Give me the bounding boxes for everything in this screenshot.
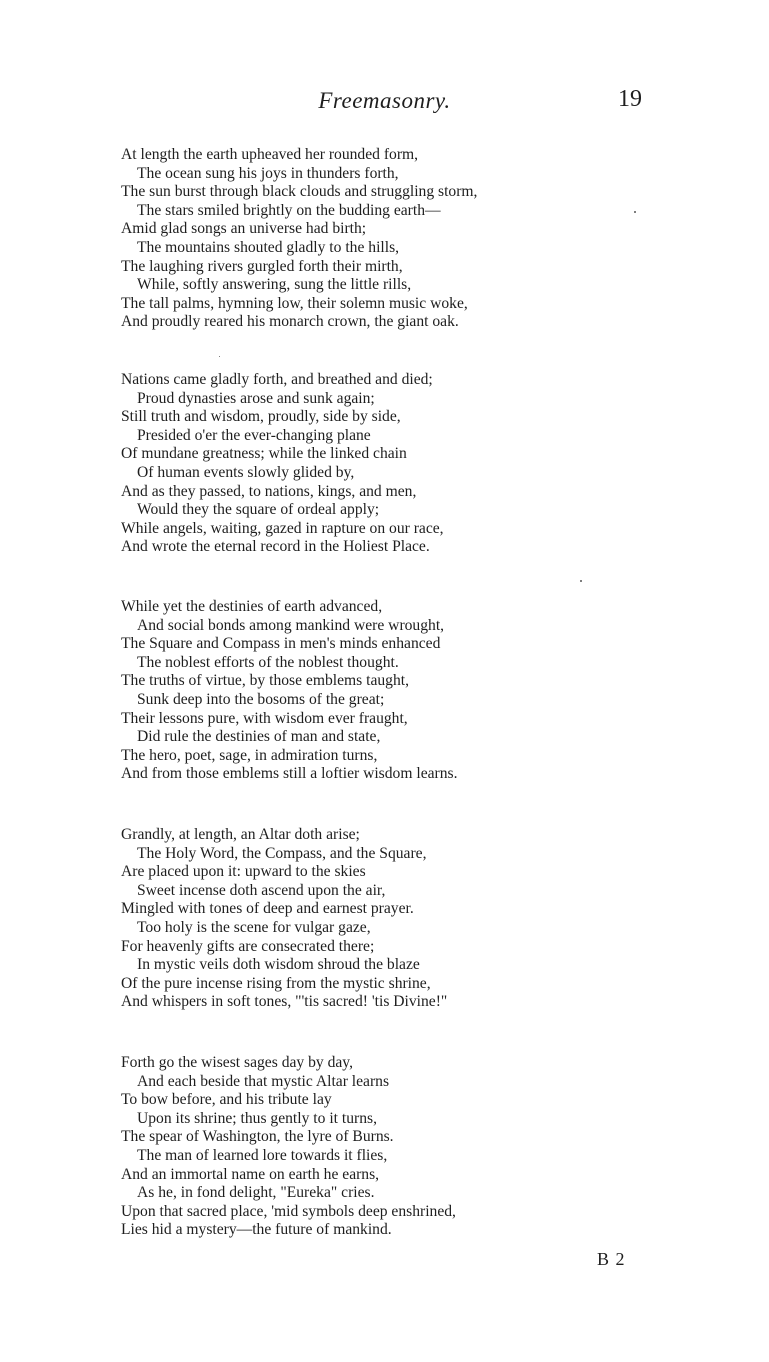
verse-line: The Square and Compass in men's minds enhanced bbox=[121, 635, 441, 653]
stanza-4 bbox=[121, 826, 601, 1012]
verse-line: Presided o'er the ever-changing plane bbox=[137, 426, 371, 444]
verse-line: The man of learned lore towards it flies, bbox=[137, 1146, 388, 1164]
verse-line: The stars smiled brightly on the budding earth— bbox=[137, 201, 441, 219]
verse-line: Sunk deep into the bosoms of the great; bbox=[137, 690, 385, 708]
verse-line: Proud dynasties arose and sunk again; bbox=[137, 389, 375, 407]
verse-line: Sweet incense doth ascend upon the air, bbox=[137, 881, 386, 899]
stanza-2 bbox=[121, 371, 601, 557]
verse-line: The noblest efforts of the noblest thought. bbox=[137, 653, 399, 671]
verse-line: The mountains shouted gladly to the hills, bbox=[137, 238, 400, 256]
verse-line: While angels, waiting, gazed in rapture on our race, bbox=[121, 519, 444, 537]
verse-line: The spear of Washington, the lyre of Burns. bbox=[121, 1128, 394, 1146]
verse-line: The ocean sung his joys in thunders forth, bbox=[137, 164, 399, 182]
print-speck bbox=[219, 356, 220, 357]
verse-line: Mingled with tones of deep and earnest prayer. bbox=[121, 900, 414, 918]
verse-line: Upon its shrine; thus gently to it turns, bbox=[137, 1109, 377, 1127]
verse-line: The Holy Word, the Compass, and the Square, bbox=[137, 844, 427, 862]
verse-line: For heavenly gifts are consecrated there; bbox=[121, 937, 375, 955]
verse-line: In mystic veils doth wisdom shroud the blaze bbox=[137, 956, 420, 974]
verse-line: Grandly, at length, an Altar doth arise; bbox=[121, 826, 360, 843]
page-number: 19 bbox=[618, 86, 642, 112]
running-header-title: Freemasonry. bbox=[318, 88, 451, 113]
stanza-1 bbox=[121, 146, 601, 332]
verse-line: Their lessons pure, with wisdom ever fraught, bbox=[121, 709, 408, 727]
verse-line: And wrote the eternal record in the Holiest Place. bbox=[121, 538, 430, 556]
verse-line: Lies hid a mystery—the future of mankind. bbox=[121, 1221, 392, 1239]
signature-mark: B 2 bbox=[597, 1249, 626, 1269]
verse-line: While, softly answering, sung the little rills, bbox=[137, 276, 412, 294]
print-speck bbox=[580, 580, 582, 582]
verse-line: Forth go the wisest sages day by day, bbox=[121, 1054, 353, 1071]
verse-line: Of mundane greatness; while the linked chain bbox=[121, 445, 407, 463]
verse-line: Of human events slowly glided by, bbox=[137, 463, 355, 481]
verse-line: Nations came gladly forth, and breathed and died; bbox=[121, 371, 433, 388]
verse-line: The truths of virtue, by those emblems taught, bbox=[121, 672, 409, 690]
verse-line: Of the pure incense rising from the mystic shrine, bbox=[121, 974, 431, 992]
stanza-5 bbox=[121, 1054, 601, 1240]
verse-line: The hero, poet, sage, in admiration turns, bbox=[121, 746, 378, 764]
verse-line: Amid glad songs an universe had birth; bbox=[121, 220, 367, 238]
verse-line: The sun burst through black clouds and struggling storm, bbox=[121, 183, 478, 201]
verse-line: As he, in fond delight, "Eureka" cries. bbox=[137, 1184, 375, 1202]
print-speck bbox=[634, 211, 636, 213]
verse-line: And an immortal name on earth he earns, bbox=[121, 1165, 380, 1183]
verse-line: Are placed upon it: upward to the skies bbox=[121, 863, 366, 881]
verse-line: And social bonds among mankind were wrought, bbox=[137, 616, 445, 634]
verse-line: The laughing rivers gurgled forth their mirth, bbox=[121, 257, 403, 275]
verse-line: At length the earth upheaved her rounded form, bbox=[121, 146, 419, 163]
verse-line: The tall palms, hymning low, their solemn music woke, bbox=[121, 294, 468, 312]
verse-line: Too holy is the scene for vulgar gaze, bbox=[137, 918, 371, 936]
verse-line: Still truth and wisdom, proudly, side by side, bbox=[121, 408, 401, 426]
verse-line: And each beside that mystic Altar learns bbox=[137, 1072, 390, 1090]
verse-line: And from those emblems still a loftier wisdom learns. bbox=[121, 765, 458, 783]
verse-line: And whispers in soft tones, "'tis sacred! 'tis Divine!" bbox=[121, 993, 448, 1011]
verse-line: Did rule the destinies of man and state, bbox=[137, 728, 381, 746]
verse-line: While yet the destinies of earth advanced, bbox=[121, 598, 383, 615]
stanza-3 bbox=[121, 598, 601, 784]
verse-line: To bow before, and his tribute lay bbox=[121, 1091, 332, 1109]
verse-line: And proudly reared his monarch crown, the giant oak. bbox=[121, 313, 459, 331]
verse-line: And as they passed, to nations, kings, and men, bbox=[121, 482, 417, 500]
verse-line: Upon that sacred place, 'mid symbols deep enshrined, bbox=[121, 1202, 456, 1220]
verse-line: Would they the square of ordeal apply; bbox=[137, 501, 380, 519]
